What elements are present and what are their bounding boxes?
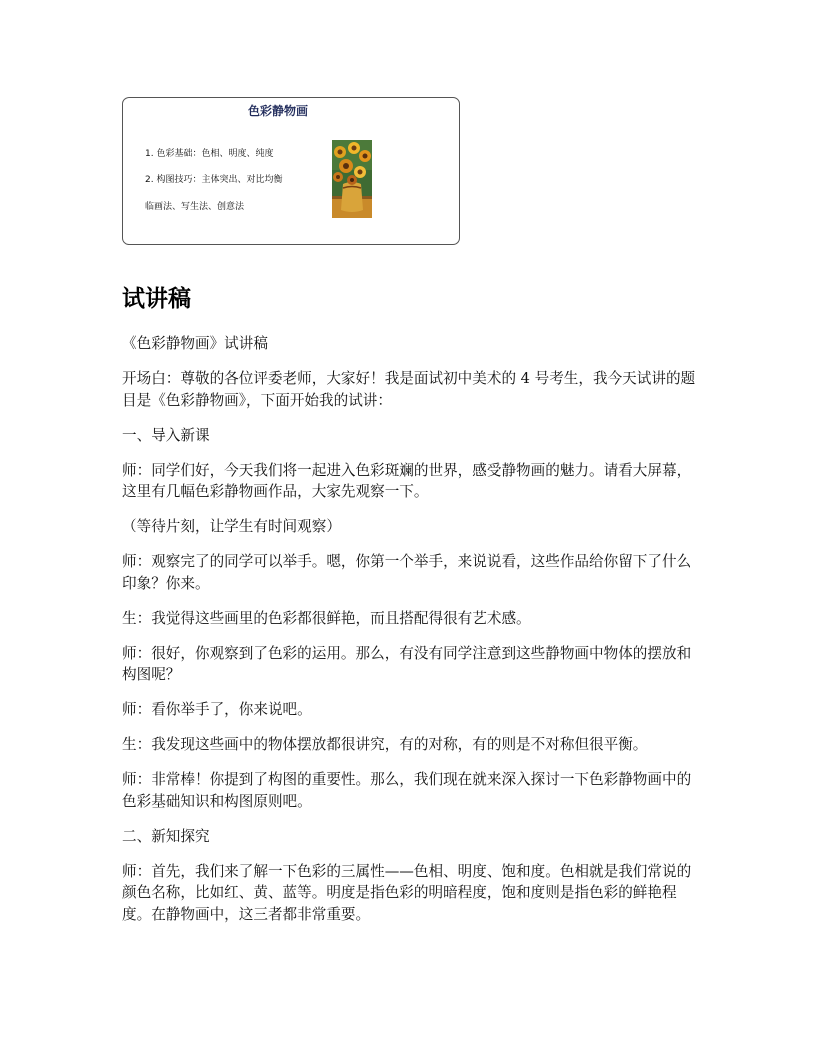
board-point-color-basics: 1. 色彩基础：色相、明度、纯度 xyxy=(145,149,274,159)
document-title: 试讲稿 xyxy=(122,286,191,312)
section-heading-intro: 一、导入新课 xyxy=(122,426,210,444)
blackboard-design-card xyxy=(122,97,460,245)
opening-remarks: 开场白：尊敬的各位评委老师，大家好！我是面试初中美术的 4 号考生，我今天试讲的题目是《色彩静物画》，下面开始我的试讲： xyxy=(122,370,696,409)
student-line: 生：我觉得这些画里的色彩都很鲜艳，而且搭配得很有艺术感。 xyxy=(122,609,531,627)
teacher-line: 师：很好，你观察到了色彩的运用。那么，有没有同学注意到这些静物画中物体的摆放和构图呢？ xyxy=(122,644,692,683)
section-heading-new-knowledge: 二、新知探究 xyxy=(122,827,210,845)
board-title: 色彩静物画 xyxy=(247,104,308,118)
student-line: 生：我发现这些画中的物体摆放都很讲究，有的对称，有的则是不对称但很平衡。 xyxy=(122,736,648,753)
teacher-line: 师：同学们好，今天我们将一起进入色彩斑斓的世界，感受静物画的魅力。请看大屏幕，这里有几幅色彩静物画作品，大家先观察一下。 xyxy=(122,461,692,500)
lecture-script-body xyxy=(122,333,700,939)
script-heading: 《色彩静物画》试讲稿 xyxy=(122,335,268,352)
sunflowers-painting-image xyxy=(332,140,372,218)
board-point-composition: 2. 构图技巧：主体突出、对比均衡 xyxy=(145,175,283,185)
teacher-line: 师：观察完了的同学可以举手。嗯，你第一个举手，来说说看，这些作品给你留下了什么印象？你来。 xyxy=(122,553,692,592)
stage-direction: （等待片刻，让学生有时间观察） xyxy=(122,518,341,535)
teacher-line: 师：看你举手了，你来说吧。 xyxy=(122,701,312,718)
board-point-methods: 临画法、写生法、创意法 xyxy=(145,202,245,212)
teacher-line: 师：非常棒！你提到了构图的重要性。那么，我们现在就来深入探讨一下色彩静物画中的色彩基础知识和构图原则吧。 xyxy=(122,771,692,810)
teacher-line: 师：首先，我们来了解一下色彩的三属性——色相、明度、饱和度。色相就是我们常说的颜色名称，比如红、黄、蓝等。明度是指色彩的明暗程度，饱和度则是指色彩的鲜艳程度。在静物画中，这三者都非常重要。 xyxy=(122,862,692,923)
